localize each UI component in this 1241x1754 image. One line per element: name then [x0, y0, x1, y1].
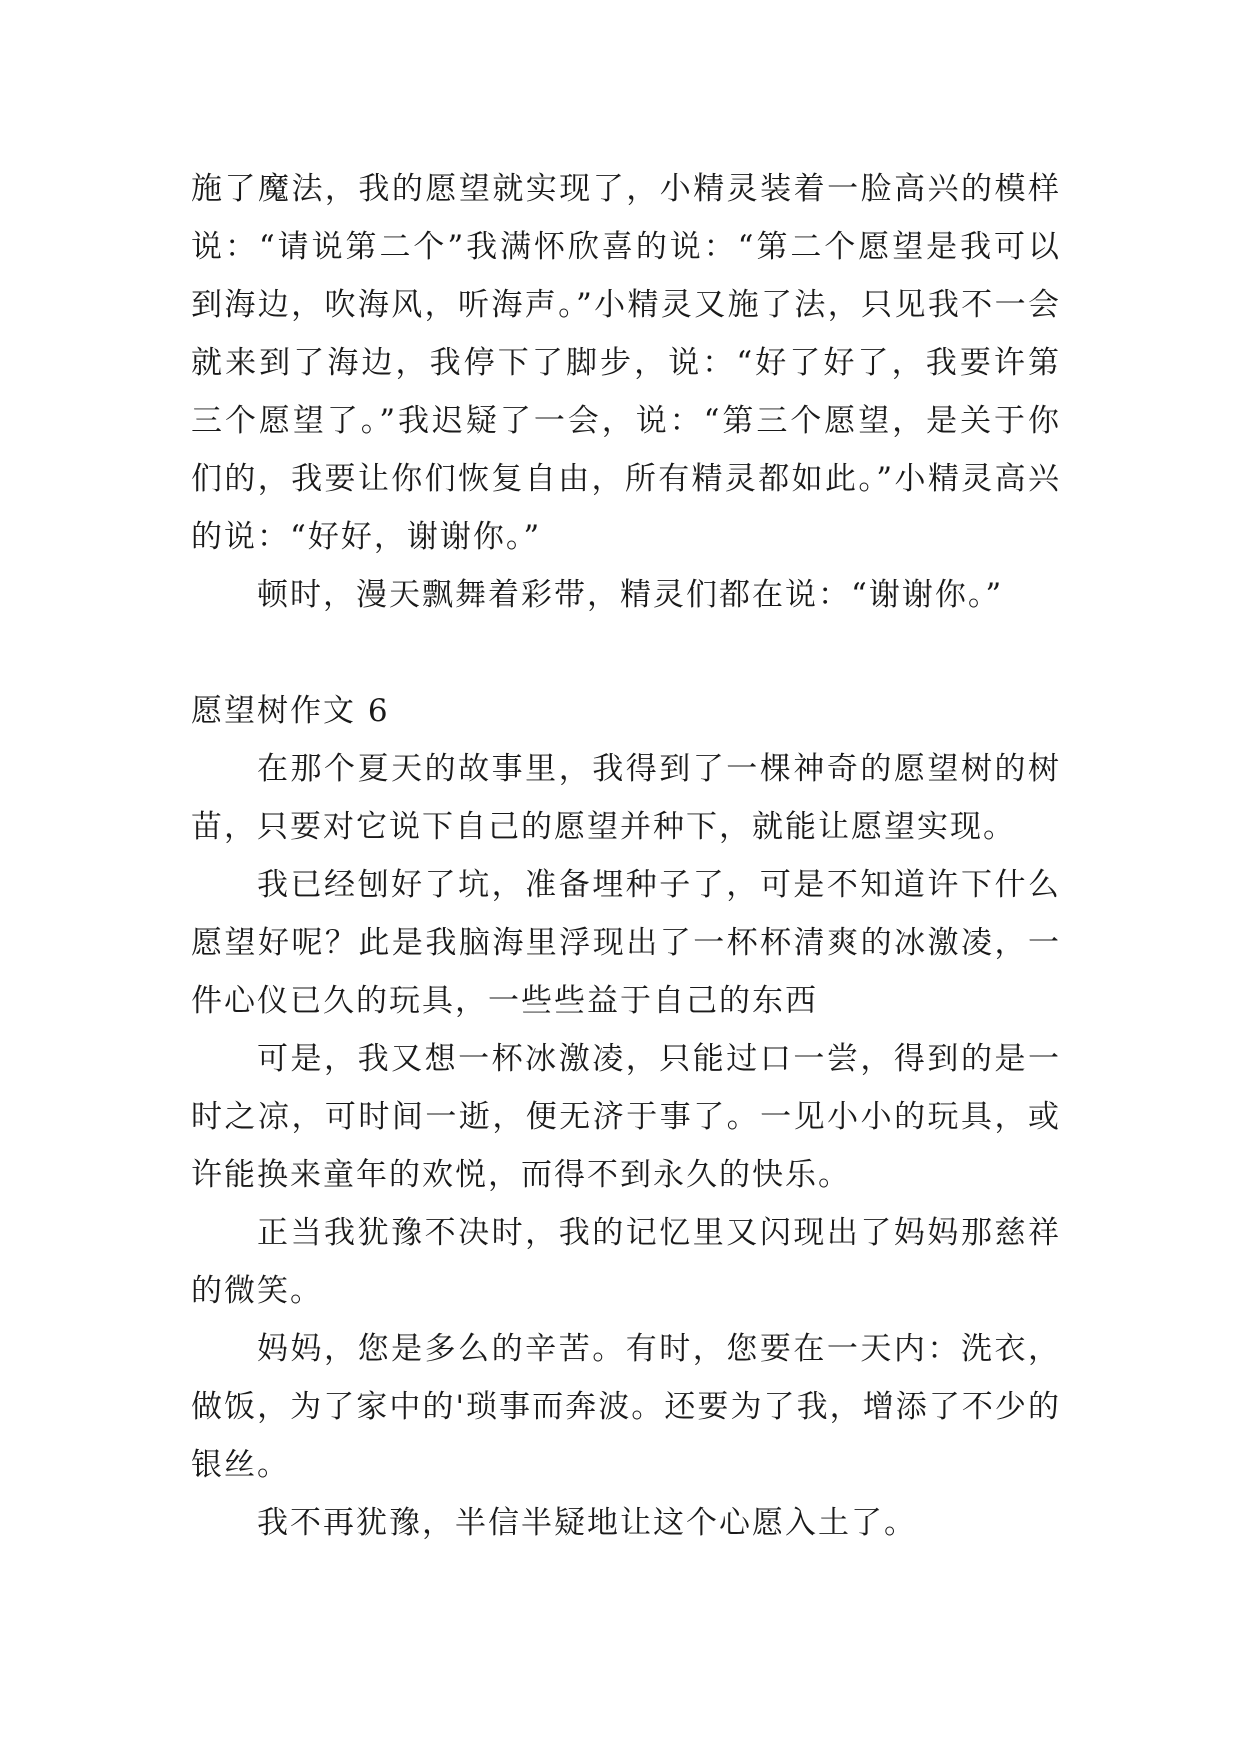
- paragraph: 我不再犹豫，半信半疑地让这个心愿入土了。: [257, 1505, 917, 1541]
- paragraph: 妈妈，您是多么的辛苦。有时，您要在一天内：洗衣，做饭，为了家中的'琐事而奔波。还要为了我，增添了不少的银丝。: [191, 1331, 1061, 1483]
- paragraph: 在那个夏天的故事里，我得到了一棵神奇的愿望树的树苗，只要对它说下自己的愿望并种下，就能让愿望实现。: [191, 751, 1061, 845]
- paragraph: 顿时，漫天飘舞着彩带，精灵们都在说：“谢谢你。”: [257, 577, 1004, 613]
- paragraph: 施了魔法，我的愿望就实现了，小精灵装着一脸高兴的模样说：“请说第二个”我满怀欣喜的说：“第二个愿望是我可以到海边，吹海风，听海声。”小精灵又施了法，只见我不一会就来到了海边，我停下了脚步，说：“好了好了，我要许第三个愿望了。”我迟疑了一会，说：“第三个愿望，是关于你们的，我要让你们恢复自由，所有精灵都如此。”小精灵高兴的说：“好好，谢谢你。”: [191, 171, 1061, 555]
- paragraph: 我已经刨好了坑，准备埋种子了，可是不知道许下什么愿望好呢？此是我脑海里浮现出了一杯杯清爽的冰激凌，一件心仪已久的玩具，一些些益于自己的东西: [191, 867, 1061, 1019]
- document-body: [191, 160, 1061, 1552]
- section-title: 愿望树作文 6: [191, 693, 390, 729]
- paragraph: 正当我犹豫不决时，我的记忆里又闪现出了妈妈那慈祥的微笑。: [191, 1215, 1061, 1309]
- paragraph: 可是，我又想一杯冰激凌，只能过口一尝，得到的是一时之凉，可时间一逝，便无济于事了。一见小小的玩具，或许能换来童年的欢悦，而得不到永久的快乐。: [191, 1041, 1061, 1193]
- section-gap: [191, 624, 1061, 682]
